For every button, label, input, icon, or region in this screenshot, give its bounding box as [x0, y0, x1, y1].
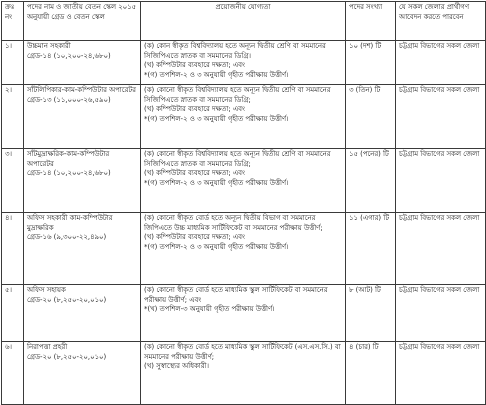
qualification-item: *(গ) তপশিল-২ ও ৩ অনুযায়ী গৃহীত পরীক্ষায় উত্তীর্ণ।: [144, 70, 289, 79]
qualification-cell: [141, 285, 346, 342]
qualification-item: (খ) কম্পিউটার ব্যবহারে দক্ষতা; এবং: [144, 61, 245, 70]
qualification-item: *(খ) তপশিল-৩ অনুযায়ী গৃহীত পরীক্ষায় উত্তীর্ণ।: [144, 305, 275, 314]
row-serial: ৪।: [2, 213, 24, 285]
post-grade: গ্রেড-১৪ (১০,২০০-২৪,৬৮০): [27, 51, 111, 60]
post-name: অফিস সহকারী কাম-কম্পিউটার মুদ্রাক্ষরিক: [27, 214, 113, 232]
post-count: ১০ (দশ) টি: [346, 41, 396, 85]
qualification-cell: [141, 41, 346, 85]
eligible-districts: চট্টগ্রাম বিভাগের সকল জেলা: [396, 41, 486, 85]
post-grade: গ্রেড-২০ (৮,২৫০-২০,০১০): [27, 295, 107, 304]
qualification-item: (ক) কোন স্বীকৃত বিশ্ববিদ্যালয় হতে অন্যূন দ্বিতীয় শ্রেণি বা সমমানের সিজিপিএতে স্নাতক বা সমমানের ডিগ্রি।: [144, 42, 326, 60]
row-serial: ২।: [2, 85, 24, 149]
table-header-row: [2, 2, 486, 41]
qualification-item: *(গ) তপশিল-২ ও ৩ অনুযায়ী গৃহীত পরীক্ষায় উত্তীর্ণ।: [144, 242, 289, 251]
header-post-grade: পদের নাম ও জাতীয় বেতন স্কেল ২০১৫ অনুযায়ী গ্রেড ও বেতন স্কেল: [24, 2, 141, 41]
post-name: সাঁটলিপিকার-কাম-কম্পিউটার অপারেটর: [27, 86, 136, 94]
table-row: [2, 41, 486, 85]
eligible-districts: চট্টগ্রাম বিভাগের সকল জেলা: [396, 342, 486, 405]
post-grade: গ্রেড-১৩ (১১,০০০-২৬,৫৯০): [27, 95, 111, 104]
table-row: [2, 149, 486, 213]
post-count: ৩ (তিন) টি: [346, 85, 396, 149]
post-count: ৪ (চার) টি: [346, 342, 396, 405]
eligible-districts: চট্টগ্রাম বিভাগের সকল জেলা: [396, 149, 486, 213]
post-name: উচ্চমান সহকারী: [27, 42, 71, 50]
post-cell: [24, 149, 141, 213]
row-serial: ৩।: [2, 149, 24, 213]
eligible-districts: চট্টগ্রাম বিভাগের সকল জেলা: [396, 85, 486, 149]
qualification-item: (খ) সুস্বাস্থ্যের অধিকারী।: [144, 362, 209, 371]
post-cell: [24, 285, 141, 342]
qualification-cell: [141, 213, 346, 285]
table-row: [2, 285, 486, 342]
table-row: [2, 213, 486, 285]
header-post-count: পদের সংখ্যা: [346, 2, 396, 41]
post-cell: [24, 342, 141, 405]
table-row: [2, 85, 486, 149]
qualification-cell: [141, 149, 346, 213]
post-count: ১৫ (পনের) টি: [346, 149, 396, 213]
row-serial: ৫।: [2, 285, 24, 342]
post-grade: গ্রেড-১৪ (১০,২০০-২৪,৬৮০): [27, 169, 111, 178]
row-serial: ১।: [2, 41, 24, 85]
post-cell: [24, 85, 141, 149]
post-grade: গ্রেড-২০ (৮,২৫০-২০,০১০): [27, 352, 107, 361]
post-name: নিরাপত্তা প্রহরী: [27, 343, 68, 351]
qualification-cell: [141, 342, 346, 405]
qualification-cell: [141, 85, 346, 149]
post-cell: [24, 41, 141, 85]
qualification-item: *(গ) তপশিল-২ ও ৩ অনুযায়ী গৃহীত পরীক্ষায় উত্তীর্ণ।: [144, 178, 289, 187]
qualification-item: (ক) কোনো স্বীকৃত বোর্ড হতে মাধ্যমিক স্কুল সার্টিফিকেট বা সমমানের পরীক্ষায় উত্তীর্ণ; এবং: [144, 286, 328, 304]
qualification-item: (খ) কম্পিউটার ব্যবহারে দক্ষতা; এবং: [144, 169, 245, 178]
posts-table: [1, 1, 486, 405]
recruitment-table-page: [1, 1, 485, 402]
header-qualification: প্রয়োজনীয় যোগ্যতা: [141, 2, 346, 41]
qualification-item: (ক) কোনো স্বীকৃত বিশ্ববিদ্যালয় হতে অন্যূন দ্বিতীয় শ্রেণি বা সমমানের সিজিপিএতে স্নাতক বা সমমানের ডিগ্রি;: [144, 86, 331, 104]
post-grade: গ্রেড-১৬ (৯,৩০০-২২,৪৯০): [27, 233, 107, 242]
post-cell: [24, 213, 141, 285]
header-districts: যে সকল জেলার প্রার্থীগণ আবেদন করতে পারবেন: [396, 2, 486, 41]
post-count: ৮ (আট) টি: [346, 285, 396, 342]
qualification-item: *(গ) তপশিল-২ ও ৩ অনুযায়ী গৃহীত পরীক্ষায় উত্তীর্ণ।: [144, 114, 289, 123]
qualification-item: (খ) কম্পিউটার ব্যবহারে দক্ষতা; এবং: [144, 233, 245, 242]
post-name: সাঁটমুদ্রাক্ষরিক-কাম-কম্পিউটার অপারেটর: [27, 150, 110, 168]
header-serial: ক্রঃ নং: [2, 2, 24, 41]
qualification-item: (খ) কম্পিউটার ব্যবহারে দক্ষতা; এবং: [144, 105, 245, 114]
table-row: [2, 342, 486, 405]
eligible-districts: চট্টগ্রাম বিভাগের সকল জেলা: [396, 285, 486, 342]
eligible-districts: চট্টগ্রাম বিভাগের সকল জেলা: [396, 213, 486, 285]
post-count: ১১ (এগার) টি: [346, 213, 396, 285]
post-name: অফিস সহায়ক: [27, 286, 66, 294]
qualification-item: (ক) কোনো স্বীকৃত বোর্ড হতে মাধ্যমিক স্কুল সার্টিফিকেট (এস.এস.সি.) বা সমমানের পরীক্ষায় উত্তীর্ণ;: [144, 343, 341, 361]
qualification-item: (ক) কোনো স্বীকৃত বিশ্ববিদ্যালয় হতে অন্যূন দ্বিতীয় শ্রেণি বা সমমানের সিজিপিএতে স্নাতক বা সমমানের ডিগ্রি;: [144, 150, 331, 168]
row-serial: ৬।: [2, 342, 24, 405]
qualification-item: (ক) কোনো স্বীকৃত বোর্ড হতে অন্যূন দ্বিতীয় বিভাগ বা সমমানের জিপিএতে উচ্চ মাধ্যমিক সার্টিফিকেট বা সমমানের পরীক্ষায় উত্তীর্ণ;: [144, 214, 323, 232]
